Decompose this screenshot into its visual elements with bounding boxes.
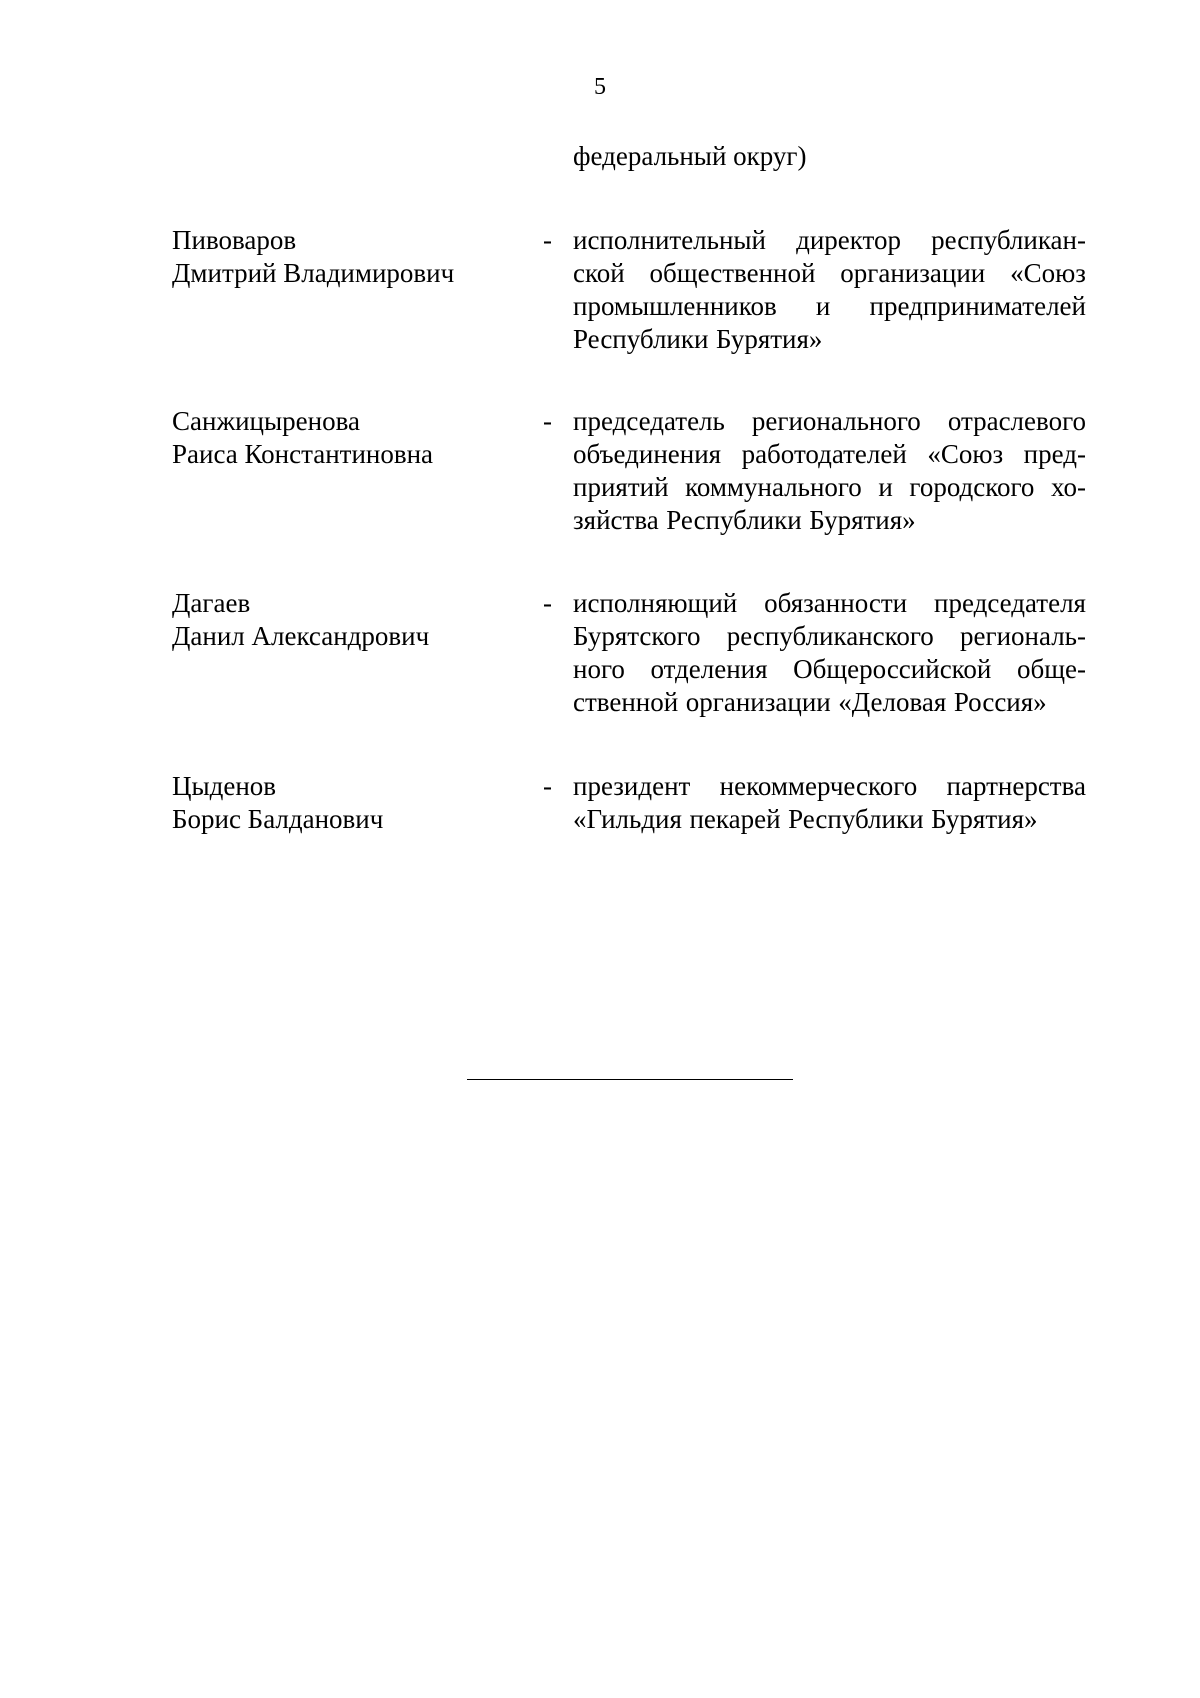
position-word: Бурятского bbox=[573, 621, 701, 651]
position-word: предпринимателей bbox=[869, 291, 1086, 321]
position-word: хо- bbox=[1051, 472, 1086, 502]
position-word: Республики bbox=[788, 804, 924, 834]
member-position bbox=[573, 587, 1086, 719]
position-word: отделения bbox=[650, 654, 768, 684]
position-word: региональ- bbox=[960, 621, 1086, 651]
position-word: организации bbox=[840, 258, 986, 288]
position-word: «Гильдия bbox=[573, 804, 682, 834]
position-word: директор bbox=[796, 225, 902, 255]
position-word: работодателей bbox=[741, 439, 907, 469]
position-word: республикан- bbox=[931, 225, 1086, 255]
position-word: городского bbox=[909, 472, 1035, 502]
position-word: «Союз bbox=[927, 439, 1004, 469]
position-word: отраслевого bbox=[947, 406, 1086, 436]
position-line bbox=[573, 405, 1086, 438]
position-word: ного bbox=[573, 654, 625, 684]
position-word: пекарей bbox=[689, 804, 781, 834]
position-word: регионального bbox=[751, 406, 921, 436]
member-name bbox=[172, 587, 532, 653]
continuation-text: федеральный округ) bbox=[573, 141, 807, 171]
position-word: обязанности bbox=[764, 588, 908, 618]
position-word: Бурятия» bbox=[716, 324, 823, 354]
member-surname: Цыденов bbox=[172, 771, 277, 801]
position-line bbox=[573, 686, 1086, 719]
position-word: Россия» bbox=[953, 687, 1047, 717]
position-word: председателя bbox=[934, 588, 1086, 618]
position-word: республиканского bbox=[726, 621, 934, 651]
position-line bbox=[573, 471, 1086, 504]
position-line bbox=[573, 504, 1086, 537]
position-line bbox=[573, 290, 1086, 323]
member-name bbox=[172, 224, 532, 290]
position-word: исполняющий bbox=[573, 588, 738, 618]
position-word: промышленников bbox=[573, 291, 777, 321]
position-word: ской bbox=[573, 258, 625, 288]
entry-dash: - bbox=[543, 406, 552, 436]
position-line bbox=[573, 323, 1086, 356]
position-word: общественной bbox=[649, 258, 816, 288]
member-surname: Дагаев bbox=[172, 588, 251, 618]
member-name bbox=[172, 770, 532, 836]
position-line bbox=[573, 438, 1086, 471]
position-word: Бурятия» bbox=[931, 804, 1038, 834]
position-line bbox=[573, 224, 1086, 257]
position-word: президент bbox=[573, 771, 691, 801]
position-line bbox=[573, 653, 1086, 686]
position-word: ственной bbox=[573, 687, 679, 717]
position-word: приятий bbox=[573, 472, 669, 502]
position-line bbox=[573, 257, 1086, 290]
position-word: «Союз bbox=[1010, 258, 1086, 288]
position-word: зяйства bbox=[573, 505, 659, 535]
member-position bbox=[573, 224, 1086, 356]
position-word: и bbox=[878, 472, 893, 502]
position-word: Республики bbox=[666, 505, 802, 535]
position-word: объединения bbox=[573, 439, 722, 469]
member-surname: Пивоваров bbox=[172, 225, 297, 255]
position-word: пред- bbox=[1023, 439, 1086, 469]
position-word: председатель bbox=[573, 406, 725, 436]
entry-dash: - bbox=[543, 225, 552, 255]
member-name bbox=[172, 405, 532, 471]
position-word: обще- bbox=[1016, 654, 1086, 684]
member-given-names: Данил Александрович bbox=[172, 621, 430, 651]
position-word: и bbox=[815, 291, 831, 321]
position-word: организации bbox=[685, 687, 831, 717]
member-given-names: Борис Балданович bbox=[172, 804, 384, 834]
position-line bbox=[573, 587, 1086, 620]
position-word: некоммерческого bbox=[719, 771, 918, 801]
position-word: Бурятия» bbox=[809, 505, 916, 535]
entry-dash: - bbox=[543, 771, 552, 801]
position-line bbox=[573, 620, 1086, 653]
member-given-names: Дмитрий Владимирович bbox=[172, 258, 455, 288]
position-word: Республики bbox=[573, 324, 709, 354]
position-word: коммунального bbox=[685, 472, 862, 502]
member-surname: Санжицыренова bbox=[172, 406, 360, 436]
member-position bbox=[573, 405, 1086, 537]
position-word: «Деловая bbox=[838, 687, 947, 717]
position-line bbox=[573, 770, 1086, 803]
position-line bbox=[573, 803, 1086, 836]
member-position bbox=[573, 770, 1086, 836]
member-given-names: Раиса Константиновна bbox=[172, 439, 434, 469]
position-word: исполнительный bbox=[573, 225, 767, 255]
entry-dash: - bbox=[543, 588, 552, 618]
closing-divider bbox=[467, 1079, 793, 1080]
position-word: Общероссийской bbox=[793, 654, 992, 684]
page-number: 5 bbox=[594, 74, 606, 100]
position-word: партнерства bbox=[946, 771, 1086, 801]
